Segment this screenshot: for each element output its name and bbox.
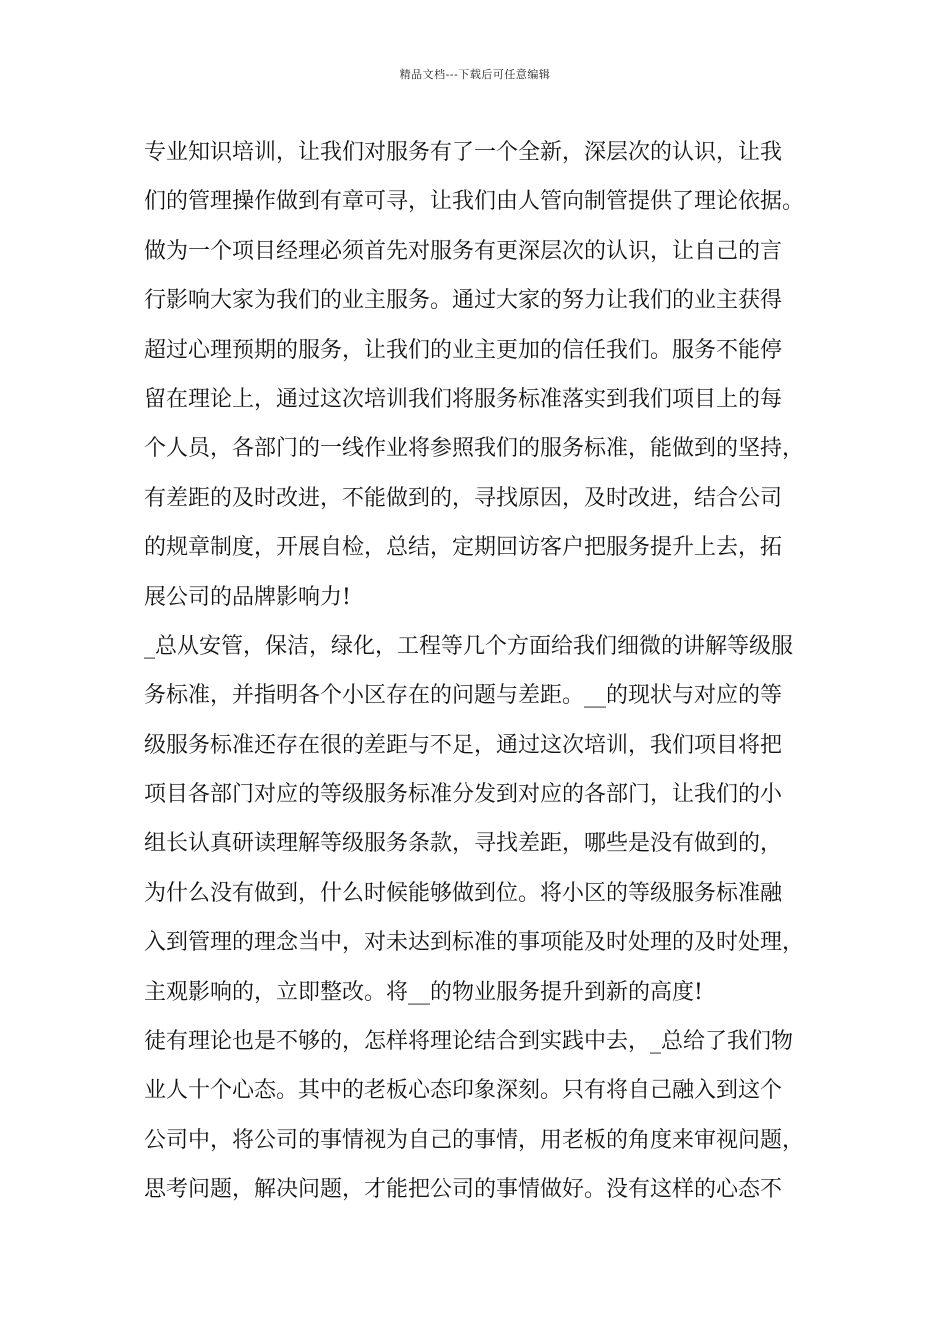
text-line: 组长认真研读理解等级服务条款，寻找差距，哪些是没有做到的， (144, 831, 783, 857)
text-line: 展公司的品牌影响力! (144, 584, 351, 610)
text-line: 做为一个项目经理必须首先对服务有更深层次的认识，让自己的言 (144, 238, 783, 264)
text-line: 专业知识培训，让我们对服务有了一个全新，深层次的认识，让我 (144, 140, 783, 165)
body-text (144, 128, 834, 1215)
text-line: 务标准，并指明各个小区存在的问题与差距。__的现状与对应的等 (144, 683, 783, 709)
text-line: 留在理论上，通过这次培训我们将服务标准落实到我们项目上的每 (144, 386, 783, 412)
text-line: 个人员，各部门的一线作业将参照我们的服务标准，能做到的坚持， (144, 436, 805, 462)
text-line: _总从安管，保洁，绿化，工程等几个方面给我们细微的讲解等级服 (144, 633, 794, 659)
text-line: 们的管理操作做到有章可寻，让我们由人管向制管提供了理论依据。 (144, 189, 805, 215)
text-line: 超过心理预期的服务，让我们的业主更加的信任我们。服务不能停 (144, 337, 783, 363)
header-note: 精品文档---下载后可任意编辑 (399, 68, 551, 81)
text-line: 业人十个心态。其中的老板心态印象深刻。只有将自己融入到这个 (144, 1078, 783, 1104)
text-line: 级服务标准还存在很的差距与不足，通过这次培训，我们项目将把 (144, 732, 783, 758)
text-line: 的规章制度，开展自检，总结，定期回访客户把服务提升上去，拓 (144, 535, 783, 561)
text-line: 主观影响的，立即整改。将__的物业服务提升到新的高度! (144, 979, 703, 1005)
text-line: 入到管理的理念当中，对未达到标准的事项能及时处理的及时处理， (144, 930, 805, 956)
text-line: 徒有理论也是不够的，怎样将理论结合到实践中去，_总给了我们物 (144, 1029, 794, 1055)
text-line: 行影响大家为我们的业主服务。通过大家的努力让我们的业主获得 (144, 288, 783, 314)
text-line: 思考问题，解决问题，才能把公司的事情做好。没有这样的心态不 (144, 1177, 783, 1203)
text-line: 有差距的及时改进，不能做到的，寻找原因，及时改进，结合公司 (144, 485, 783, 511)
text-line: 项目各部门对应的等级服务标准分发到对应的各部门，让我们的小 (144, 782, 783, 808)
text-line: 为什么没有做到，什么时候能够做到位。将小区的等级服务标准融 (144, 880, 783, 906)
text-line: 公司中，将公司的事情视为自己的事情，用老板的角度来审视问题， (144, 1127, 805, 1153)
